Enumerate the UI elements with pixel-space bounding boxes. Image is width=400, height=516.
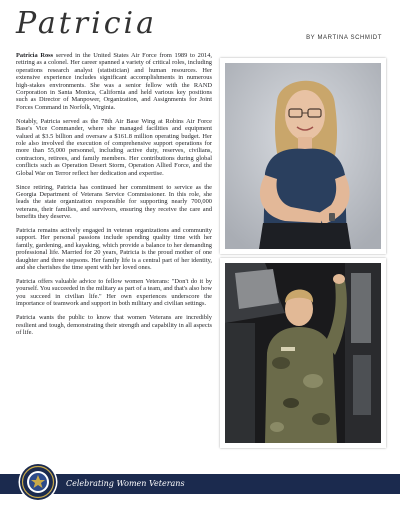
paragraph-4: Patricia remains actively engaged in veteran organizations and community support. Her personal passions include spending quality time with her family, gardening, and kayaking, which provide a balance to her demanding professional life. Married for 20 years, Patricia is the proud mother of one daughter and three stepsons. Her family life is a central part of her identity, and she cherishes the time spent with her loved ones.	[16, 227, 212, 272]
page-header	[16, 6, 386, 46]
portrait-photo	[225, 63, 381, 249]
paragraph-1-text: served in the United States Air Force from 1989 to 2014, retiring as a colonel. Her career spanned a variety of critical roles, including operations research analyst (statistician) and human resources. Her extensive experience includes significant accomplishments in numerous high-stakes environments. She was a senior fellow with the RAND Corporation in Santa Monica, California and held various key positions such as Director of Manpower, Organization, and Assignments for Joint Forces Command in Norfolk, Virginia.	[16, 52, 213, 111]
department-seal-icon	[18, 462, 58, 502]
article-body	[16, 52, 212, 343]
subject-name: Patricia Ross	[16, 52, 54, 59]
military-uniform-photo	[225, 263, 381, 443]
paragraph-3: Since retiring, Patricia has continued her commitment to service as the Georgia Department of Veterans Service Commissioner. In this role, she leads the state organization responsible for supporting nearly 700,000 veterans, their families, and survivors, ensuring they receive the care and benefits they deserve.	[16, 183, 212, 221]
footer-banner	[0, 474, 400, 494]
author-byline: BY MARTINA SCHMIDT	[306, 35, 382, 41]
footer-label: Celebrating Women Veterans	[66, 479, 185, 488]
page-title: Patricia	[16, 6, 157, 41]
paragraph-2: Notably, Patricia served as the 78th Air Base Wing at Robins Air Force Base's Vice Commander, where she managed facilities and equipment valued at $3.5 billion and oversaw a $161.8 million operating budget. Her role also involved the execution of comprehensive support operations for more than 55,000 personnel, including active duty, reserves, civilians, contractors, retirees, and family members. Her contributions during global conflicts such as Operation Desert Storm, Operation Allied Force, and the Global War on Terror reflect her dedication and expertise.	[16, 117, 212, 177]
paragraph-5: Patricia offers valuable advice to fellow women Veterans: "Don't do it by yourself. You succeeded in the military as part of a team, and that's also how you succeed in civilian life." Her own experiences underscore the importance of teamwork and support in both military and civilian settings.	[16, 277, 212, 308]
paragraph-6: Patricia wants the public to know that women Veterans are incredibly resilient and tough, demonstrating their strength and capability in all aspects of life.	[16, 314, 212, 336]
military-photo-frame	[220, 258, 386, 448]
paragraph-1	[16, 52, 212, 111]
portrait-photo-frame	[220, 58, 386, 254]
